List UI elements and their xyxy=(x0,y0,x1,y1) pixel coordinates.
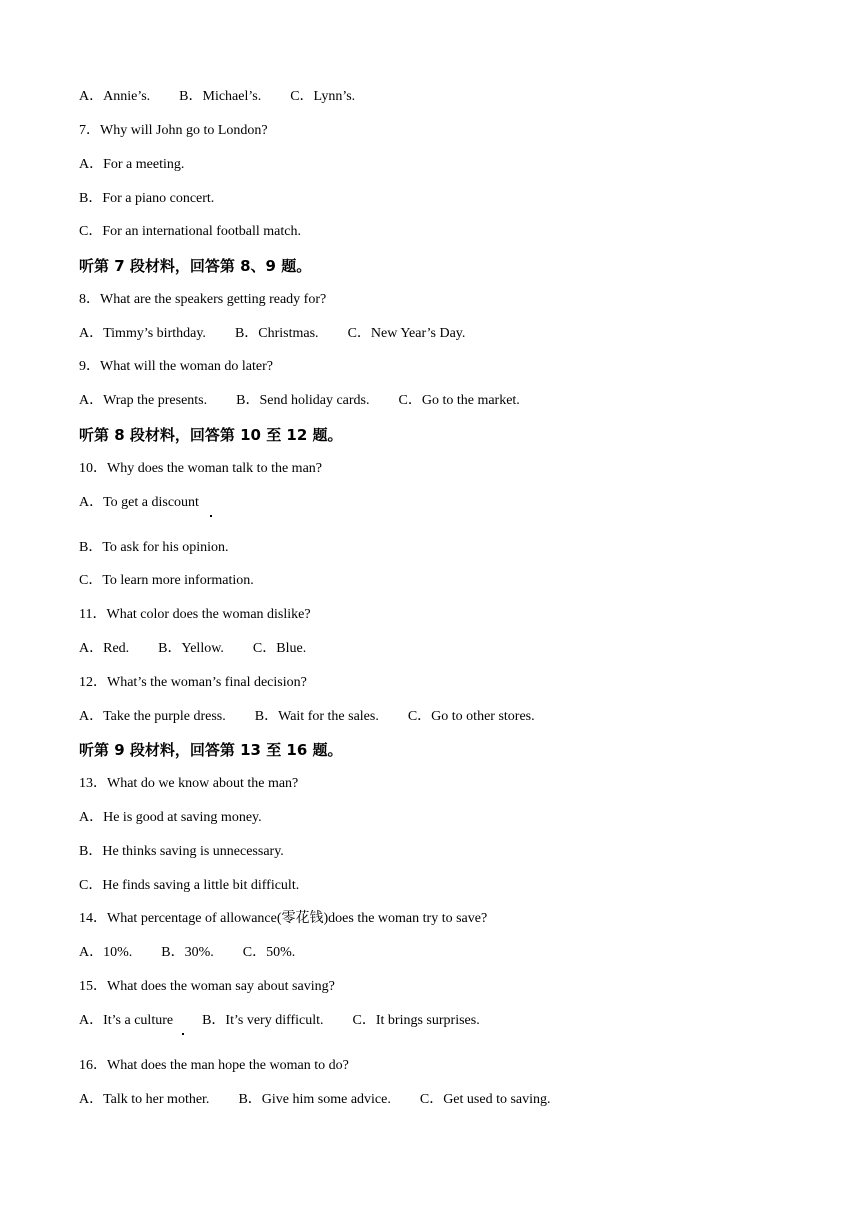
option-b: B．Wait for the sales. xyxy=(254,709,379,724)
option-a: A．10%. xyxy=(79,945,133,960)
question-13: 13．What do we know about the man? xyxy=(79,776,299,791)
question-12: 12．What’s the woman’s final decision? xyxy=(79,675,307,690)
question-14: 14．What percentage of allowance(零花钱)does the woman try to save? xyxy=(79,911,488,926)
option-c: C．It brings surprises. xyxy=(352,1013,480,1028)
option-b: B．It’s very difficult. xyxy=(202,1013,324,1028)
option-c: C．50%. xyxy=(242,945,296,960)
question-9: 9．What will the woman do later? xyxy=(79,359,273,374)
option-a: A．Red. xyxy=(79,641,130,656)
question-7: 7．Why will John go to London? xyxy=(79,123,268,138)
options-row-q16 xyxy=(79,1091,551,1109)
options-row-q6 xyxy=(79,88,355,106)
option-b: B．Yellow. xyxy=(158,641,224,656)
option-a: A．Annie’s. xyxy=(79,89,151,104)
option-a: A．It’s a culture xyxy=(79,1013,174,1028)
options-row-q14 xyxy=(79,944,295,962)
underdot-mark xyxy=(182,1033,184,1035)
options-row-q15 xyxy=(79,1012,480,1030)
underdot-mark xyxy=(210,515,212,517)
q10-option-a: A．To get a discount xyxy=(79,495,199,510)
option-c: C．Blue. xyxy=(252,641,307,656)
q13-option-b: B．He thinks saving is unnecessary. xyxy=(79,844,284,859)
option-c: C．New Year’s Day. xyxy=(347,326,466,341)
options-row-q11 xyxy=(79,640,306,658)
option-b: B．30%. xyxy=(161,945,214,960)
q10-option-b: B．To ask for his opinion. xyxy=(79,540,229,555)
q10-option-c: C．To learn more information. xyxy=(79,573,254,588)
options-row-q12 xyxy=(79,708,535,726)
option-a: A．Take the purple dress. xyxy=(79,709,226,724)
option-c: C．Go to the market. xyxy=(398,393,520,408)
q7-option-b: B．For a piano concert. xyxy=(79,191,215,206)
q7-option-c: C．For an international football match. xyxy=(79,224,302,239)
section-heading-7: 听第 7 段材料，回答第 8、9 题。 xyxy=(79,257,312,275)
option-a: A．Talk to her mother. xyxy=(79,1092,210,1107)
section-heading-8: 听第 8 段材料，回答第 10 至 12 题。 xyxy=(79,426,343,444)
question-11: 11．What color does the woman dislike? xyxy=(79,607,311,622)
option-b: B．Give him some advice. xyxy=(238,1092,391,1107)
q13-option-c: C．He finds saving a little bit difficult. xyxy=(79,878,300,893)
option-c: C．Get used to saving. xyxy=(419,1092,551,1107)
section-heading-9: 听第 9 段材料，回答第 13 至 16 题。 xyxy=(79,741,343,759)
option-a: A．Wrap the presents. xyxy=(79,393,208,408)
option-b: B．Michael’s. xyxy=(179,89,262,104)
option-c: C．Lynn’s. xyxy=(290,89,356,104)
options-row-q9 xyxy=(79,392,520,410)
option-b: B．Christmas. xyxy=(234,326,319,341)
option-c: C．Go to other stores. xyxy=(407,709,535,724)
option-b: B．Send holiday cards. xyxy=(236,393,370,408)
question-8: 8．What are the speakers getting ready for? xyxy=(79,292,327,307)
question-15: 15．What does the woman say about saving? xyxy=(79,979,335,994)
q13-option-a: A．He is good at saving money. xyxy=(79,810,262,825)
options-row-q8 xyxy=(79,325,465,343)
question-10: 10．Why does the woman talk to the man? xyxy=(79,461,322,476)
q7-option-a: A．For a meeting. xyxy=(79,157,185,172)
question-16: 16．What does the man hope the woman to do? xyxy=(79,1058,349,1073)
option-a: A．Timmy’s birthday. xyxy=(79,326,206,341)
